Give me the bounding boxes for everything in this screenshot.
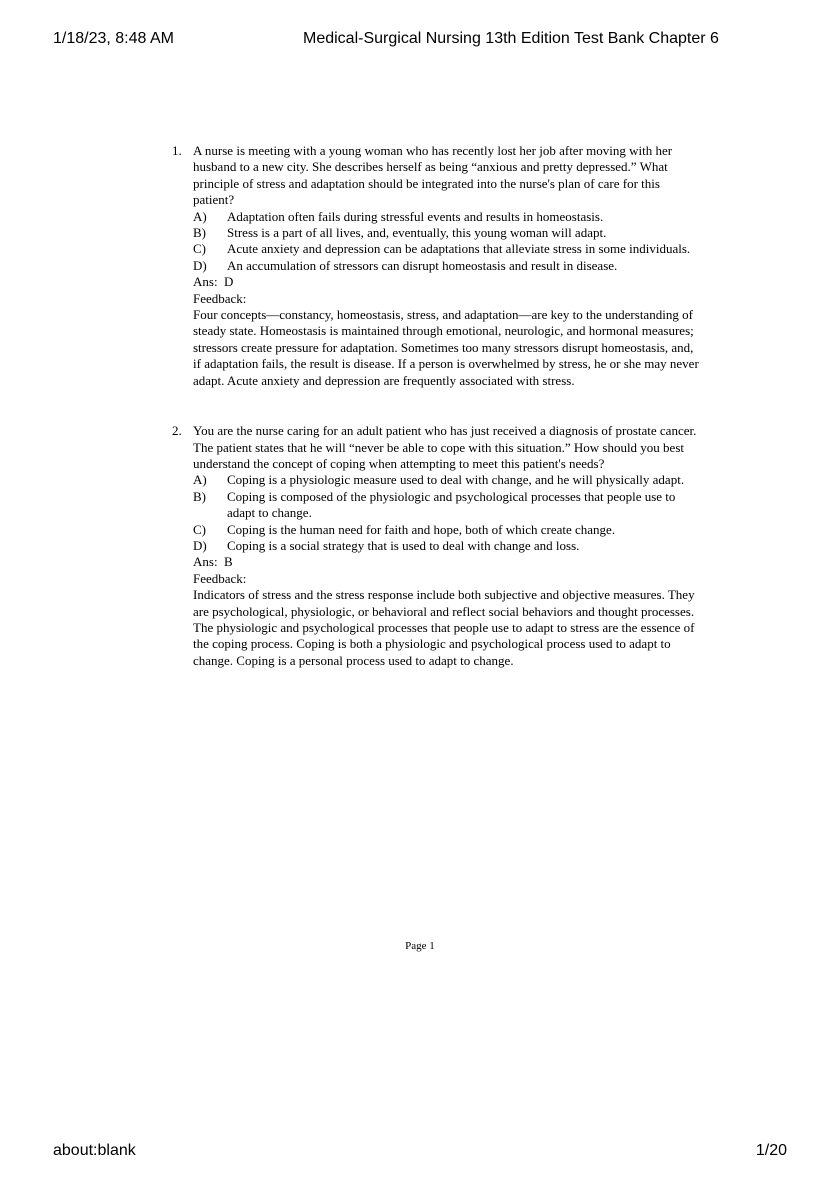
option-c [193,241,702,257]
option-text: Acute anxiety and depression can be adaptations that alleviate stress in some individuals. [227,241,691,257]
question-number: 2. [172,423,182,439]
question-number: 1. [172,143,182,158]
question-list [172,143,702,669]
option-b [193,225,702,241]
option-letter: C) [193,521,206,537]
option-text: Coping is composed of the physiologic and psychological processes that people use to adapt to change. [227,488,676,521]
footer-page-count: 1/20 [755,1142,787,1159]
option-a [193,472,702,488]
document-title: Medical-Surgical Nursing 13th Edition Test Bank Chapter 6 [303,30,719,47]
feedback-text: Four concepts—constancy, homeostasis, stress, and adaptation—are key to the understanding of steady state. Homeostasis is maintained through emotional, neurologic, and hormonal measures; stressors create pressure for adaptation. Sometimes too many stressors disrupt homeostasis, and, if adaptation fails, the result is disease. If a person is overwhelmed by stress, he or she may never adapt. Acute anxiety and depression are frequently associated with stress. [193,307,699,388]
feedback-label: Feedback: [193,570,247,586]
feedback-text: Indicators of stress and the stress response include both subjective and objective measures. They are psychological, physiologic, or behavioral and reflect social behaviors and thought processes. The physiologic and psychological processes that people use to adapt to stress are the essence of the coping process. Coping is both a physiologic and psychological process used to adapt to change. Coping is a personal process used to adapt to change. [193,587,695,668]
option-letter: B) [193,225,206,241]
answer: Ans: D [193,274,234,290]
option-text: An accumulation of stressors can disrupt homeostasis and result in disease. [227,257,618,273]
question-stem: A nurse is meeting with a young woman who has recently lost her job after moving with her husband to a new city. She describes herself as being “anxious and pretty depressed.” What principle of stress and adaptation should be integrated into the nurse's plan of care for this patient? [193,143,673,208]
option-d [193,258,702,274]
print-datetime: 1/18/23, 8:48 AM [53,30,174,47]
option-letter: C) [193,241,206,257]
option-c [193,522,702,538]
option-letter: A) [193,472,207,488]
option-text: Adaptation often fails during stressful events and results in homeostasis. [227,208,604,224]
option-letter: A) [193,208,207,224]
option-letter: B) [193,488,206,504]
option-text: Coping is a social strategy that is used to deal with change and loss. [227,537,580,553]
page-number: Page 1 [405,940,435,952]
question-stem: You are the nurse caring for an adult patient who has just received a diagnosis of prostate cancer. The patient states that he will “never be able to cope with this situation.” How should you best understand the concept of coping when attempting to meet this patient's needs? [193,423,697,471]
option-letter: D) [193,537,207,553]
question-1 [172,143,702,389]
option-d [193,538,702,554]
option-text: Stress is a part of all lives, and, eventually, this young woman will adapt. [227,225,607,241]
footer-url: about:blank [53,1142,136,1159]
option-text: Coping is a physiologic measure used to deal with change, and he will physically adapt. [227,472,685,488]
option-letter: D) [193,257,207,273]
feedback-label: Feedback: [193,290,247,306]
option-text: Coping is the human need for faith and hope, both of which create change. [227,521,616,537]
question-2 [172,423,702,669]
option-a [193,209,702,225]
answer: Ans: B [193,554,233,570]
option-b [193,489,702,522]
